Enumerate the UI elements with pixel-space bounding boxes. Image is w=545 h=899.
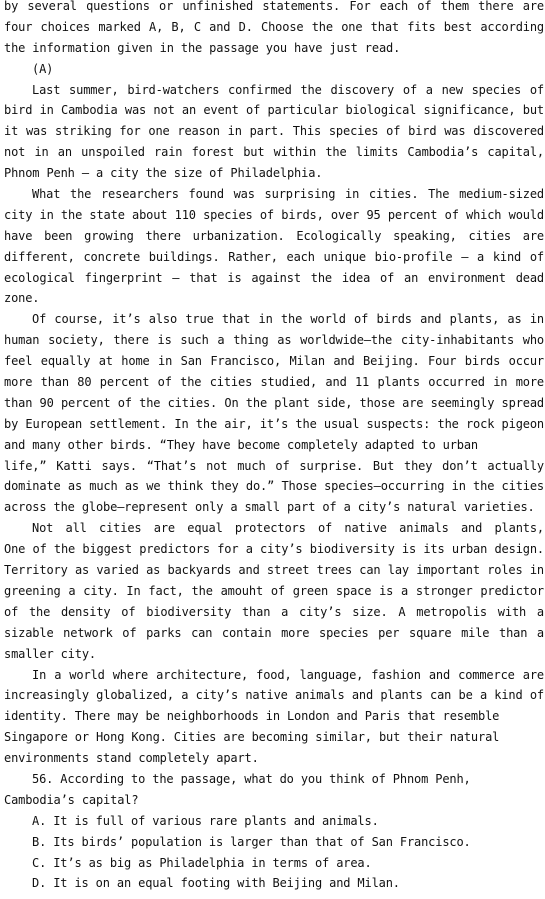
option-c: C. It’s as big as Philadelphia in terms of area. xyxy=(32,855,372,870)
instruction-line: four choices marked A, B, C and D. Choose the one that fits best according xyxy=(4,19,544,34)
text-line: Last summer, bird-watchers confirmed the discovery of a new species of xyxy=(32,82,544,97)
paragraph-1 xyxy=(4,80,544,184)
text-line: increasingly globalized, a city’s native animals and plants can be a kind of xyxy=(4,688,544,703)
section-label: (A) xyxy=(32,61,54,76)
text-line: than 90 percent of the cities. On the plant side, those are seemingly spread xyxy=(4,395,544,410)
text-line: it was striking for one reason in part. This species of bird was discovered xyxy=(4,124,544,139)
text-line: In a world where architecture, food, language, fashion and commerce are xyxy=(32,667,544,682)
option-b: B. Its birds’ population is larger than that of San Francisco. xyxy=(32,834,471,849)
text-line: human society, there is such a thing as worldwide—the city-inhabitants who xyxy=(4,333,544,348)
text-line: What the researchers found was surprising in cities. The medium-sized xyxy=(32,187,544,202)
text-line: and many other birds. “They have become completely adapted to urban xyxy=(4,437,478,452)
text-line: Territory as varied as backyards and street trees can lay important roles in xyxy=(4,563,544,578)
text-line: different, concrete buildings. Rather, each unique bio-profile – a kind of xyxy=(4,249,544,264)
text-line: bird in Cambodia was not an event of particular biological significance, but xyxy=(4,103,544,118)
text-line: sizable network of parks can contain more species per square mile than a xyxy=(4,625,544,640)
option-d: D. It is on an equal footing with Beijing and Milan. xyxy=(32,876,400,891)
paragraph-4 xyxy=(4,518,544,664)
passage-document xyxy=(4,0,544,894)
text-line: greening a city. In fact, the amouht of green space is a stronger predictor xyxy=(4,583,544,598)
question-stem: 56. According to the passage, what do you think of Phnom Penh, xyxy=(32,771,471,786)
text-line: Singapore or Hong Kong. Cities are becoming similar, but their natural xyxy=(4,730,500,745)
text-line: across the globe—represent only a small part of a city’s natural varieties. xyxy=(4,500,535,515)
paragraph-2 xyxy=(4,184,544,309)
instructions xyxy=(4,0,544,59)
text-line: Not all cities are equal protectors of native animals and plants, xyxy=(32,521,544,536)
text-line: of the density of biodiversity than a city’s size. A metropolis with a xyxy=(4,604,544,619)
paragraph-3 xyxy=(4,309,544,518)
text-line: more than 80 percent of the cities studied, and 11 plants occurred in more xyxy=(4,375,544,390)
text-line: city in the state about 110 species of birds, over 95 percent of which would xyxy=(4,207,544,222)
text-line: environments stand completely apart. xyxy=(4,751,259,766)
question-56 xyxy=(4,769,544,894)
paragraph-5 xyxy=(4,665,544,769)
instruction-line: by several questions or unfinished statements. For each of them there are xyxy=(4,0,544,13)
text-line: life,” Katti says. “That’s not much of surprise. But they don’t actually xyxy=(4,458,544,473)
text-line: by European settlement. In the air, it’s the usual suspects: the rock pigeon xyxy=(4,416,544,431)
instruction-line: the information given in the passage you have just read. xyxy=(4,40,401,55)
option-a: A. It is full of various rare plants and animals. xyxy=(32,813,379,828)
text-line: Phnom Penh – a city the size of Philadelphia. xyxy=(4,166,323,181)
text-line: One of the biggest predictors for a city’s biodiversity is its urban design. xyxy=(4,542,544,557)
question-stem: Cambodia’s capital? xyxy=(4,792,139,807)
text-line: ecological fingerprint – that is against the idea of an environment dead xyxy=(4,270,544,285)
text-line: identity. There may be neighborhoods in London and Paris that resemble xyxy=(4,709,500,724)
text-line: smaller city. xyxy=(4,646,96,661)
text-line: have been growing there urbanization. Ecologically speaking, cities are xyxy=(4,228,544,243)
text-line: not in an unspoiled rain forest but within the limits Cambodia’s capital, xyxy=(4,145,544,160)
text-line: dominate as much as we think they do.” Those species—occurring in the cities xyxy=(4,479,544,494)
text-line: zone. xyxy=(4,291,40,306)
text-line: Of course, it’s also true that in the world of birds and plants, as in xyxy=(32,312,544,327)
text-line: feel equally at home in San Francisco, Milan and Beijing. Four birds occur xyxy=(4,354,544,369)
